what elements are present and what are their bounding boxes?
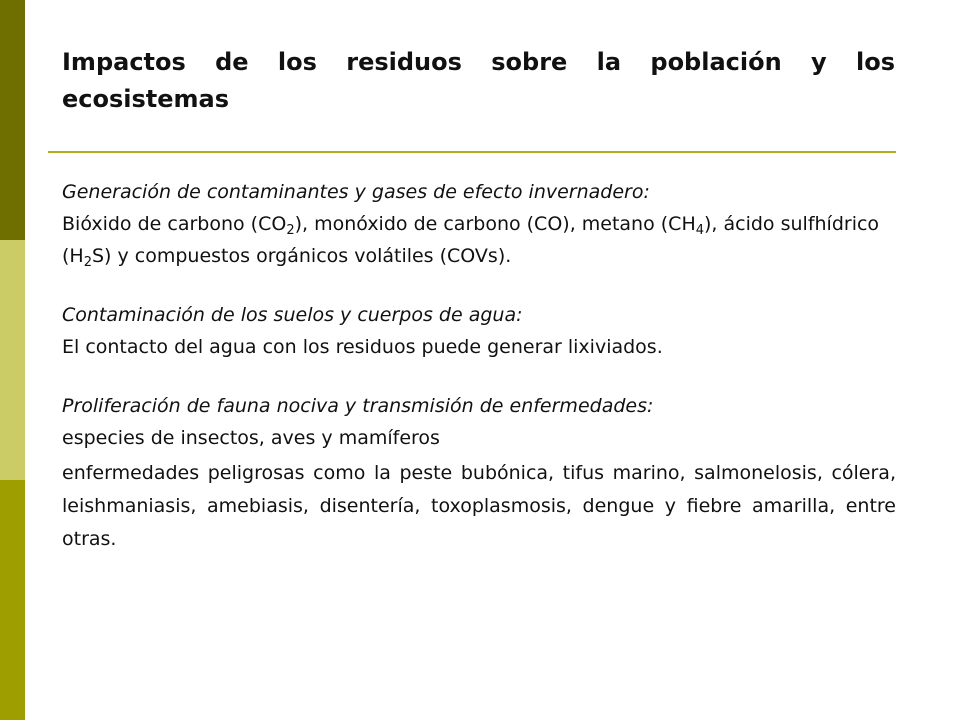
title-divider xyxy=(48,151,896,153)
section-heading-fauna: Proliferación de fauna nociva y transmisión de enfermedades: xyxy=(62,395,654,417)
section-text-gases xyxy=(62,208,896,272)
left-band-bottom xyxy=(0,480,25,720)
gases-text-part-c: ), ácido sulfhídrico (H xyxy=(62,213,880,267)
slide-body xyxy=(62,176,896,556)
section-heading-gases: Generación de contaminantes y gases de efecto invernadero: xyxy=(62,181,650,203)
section-text-diseases: enfermedades peligrosas como la peste bubónica, tifus marino, salmonelosis, cólera, leishmaniasis, amebiasis, disentería, toxoplasmosis, dengue y fiebre amarilla, entre otras. xyxy=(62,462,896,550)
gases-text-part-d: S) y compuestos orgánicos volátiles (COVs). xyxy=(91,245,512,267)
gases-text-part-b: ), monóxido de carbono (CO), metano (CH xyxy=(294,213,696,235)
co2-subscript: 2 xyxy=(286,223,295,238)
section-spacer xyxy=(62,363,896,390)
section-text-soil: El contacto del agua con los residuos puede generar lixiviados. xyxy=(62,336,663,358)
left-band-top xyxy=(0,0,25,240)
section-heading-soil: Contaminación de los suelos y cuerpos de agua: xyxy=(62,304,523,326)
h2s-subscript: 2 xyxy=(83,255,92,270)
gases-text-part-a: Bióxido de carbono (CO xyxy=(62,213,287,235)
left-band-middle xyxy=(0,240,25,480)
section-spacer xyxy=(62,272,896,299)
section-text-species: especies de insectos, aves y mamíferos xyxy=(62,427,440,449)
slide-title: Impactos de los residuos sobre la población y los ecosistemas xyxy=(62,48,895,113)
ch4-subscript: 4 xyxy=(695,223,705,238)
